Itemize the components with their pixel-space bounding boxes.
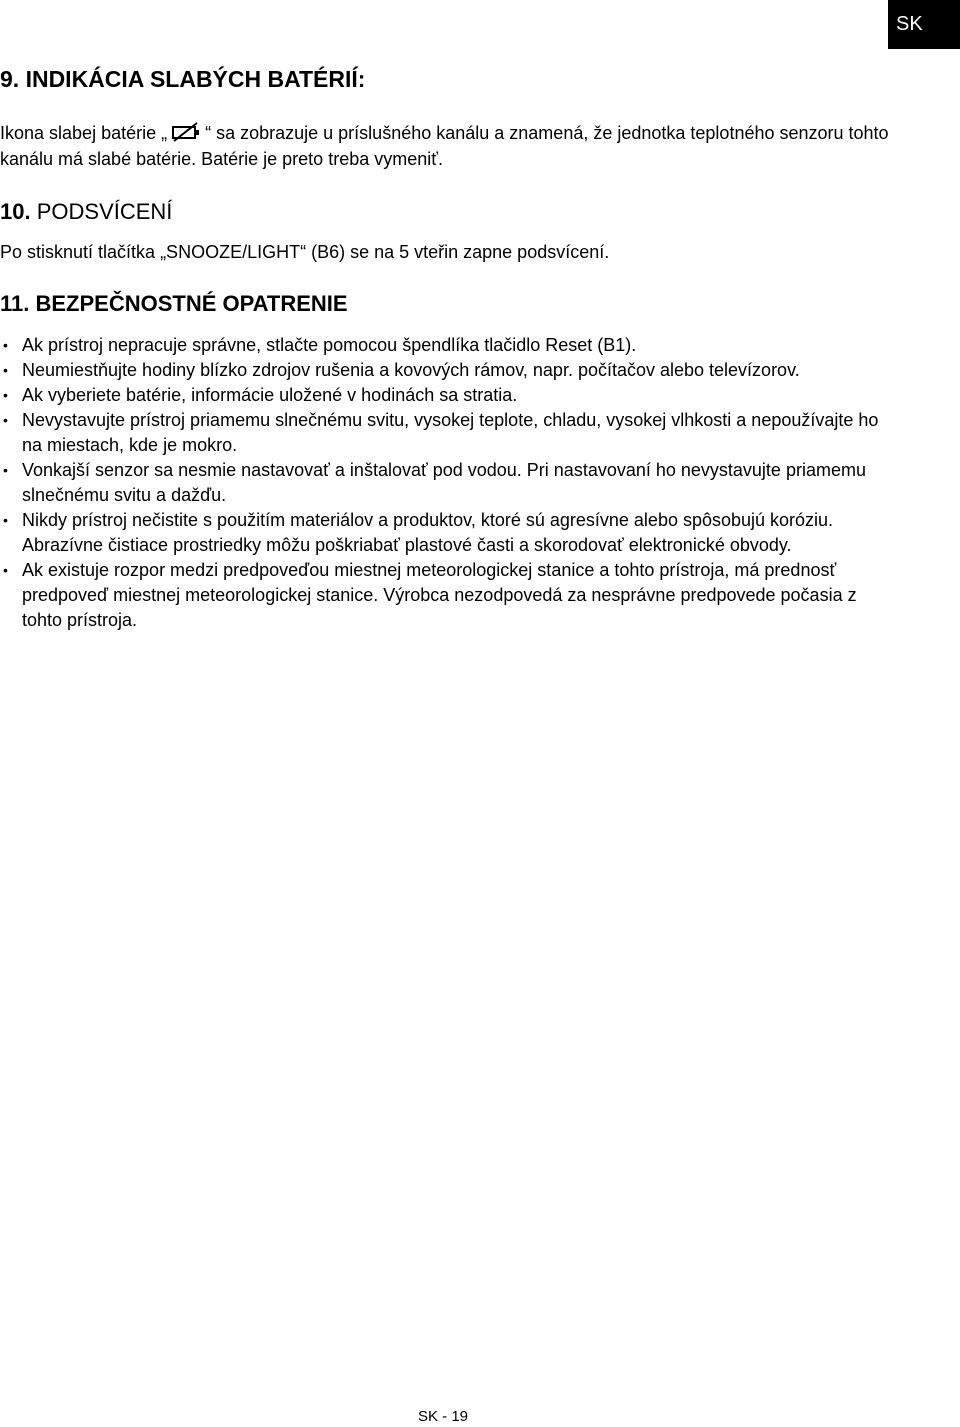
section9-paragraph [0, 120, 900, 172]
list-item: • Nevystavujte prístroj priamemu slnečnému svitu, vysokej teplote, chladu, vysokej vlhkosti a nepoužívajte ho na miestach, kde je mokro. [0, 408, 900, 458]
section10-heading [0, 199, 172, 225]
page-number: SK - 19 [417, 1408, 469, 1425]
list-item: • Ak prístroj nepracuje správne, stlačte pomocou špendlíka tlačidlo Reset (B1). [0, 333, 900, 358]
list-item: • Vonkajší senzor sa nesmie nastavovať a inštalovať pod vodou. Pri nastavovaní ho nevystavujte priamemu slnečnému svitu a dažďu. [0, 458, 900, 508]
section11-heading: 11. BEZPEČNOSTNÉ OPATRENIE [0, 291, 348, 316]
section10-title: PODSVÍCENÍ [36, 199, 173, 224]
list-item: • Ak vyberiete batérie, informácie uložené v hodinách sa stratia. [0, 383, 900, 408]
list-item: • Ak existuje rozpor medzi predpoveďou miestnej meteorologickej stanice a tohto prístroja, má prednosť predpoveď miestnej meteorologickej stanice. Výrobca nezodpovedá za nesprávne predpovede počasia z tohto prístroja. [0, 558, 900, 633]
low-battery-icon [171, 122, 201, 142]
section9-text-after: “ sa zobrazuje u príslušného kanálu a znamená, že jednotka teplotného senzoru tohto kanálu má slabé batérie. Batérie je preto treba vymeniť. [0, 123, 889, 169]
section9-heading: 9. INDIKÁCIA SLABÝCH BATÉRIÍ: [0, 66, 366, 92]
section10-number: 10. [0, 199, 31, 224]
safety-list [0, 333, 900, 633]
section10-paragraph: Po stisknutí tlačítka „SNOOZE/LIGHT“ (B6) se na 5 vteřin zapne podsvícení. [0, 242, 610, 262]
language-tab: SK [888, 0, 960, 49]
section9-text-before: Ikona slabej batérie „ [0, 123, 168, 143]
list-item: • Neumiestňujte hodiny blízko zdrojov rušenia a kovových rámov, napr. počítačov alebo televízorov. [0, 358, 900, 383]
list-item: • Nikdy prístroj nečistite s použitím materiálov a produktov, ktoré sú agresívne alebo spôsobujú koróziu. Abrazívne čistiace prostriedky môžu poškriabať plastové časti a skorodovať elektronické obvody. [0, 508, 900, 558]
